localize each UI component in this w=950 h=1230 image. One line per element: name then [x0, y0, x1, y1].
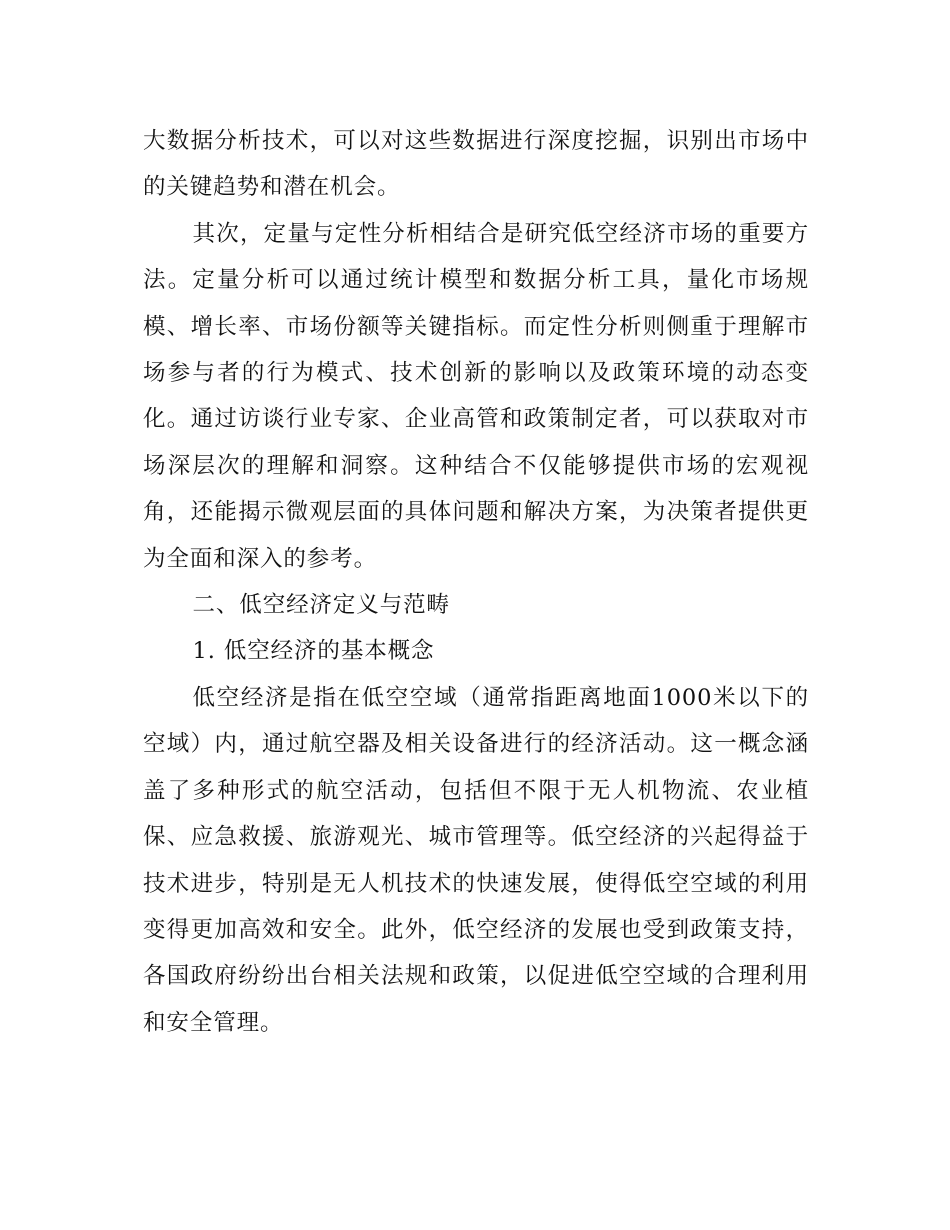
paragraph-quantitative-qualitative: 其次，定量与定性分析相结合是研究低空经济市场的重要方法。定量分析可以通过统计模型和数据分析工具，量化市场规模、增长率、市场份额等关键指标。而定性分析则侧重于理解市场参与者的行为模式、技术创新的影响以及政策环境的动态变化。通过访谈行业专家、企业高管和政策制定者，可以获取对市场深层次的理解和洞察。这种结合不仅能够提供市场的宏观视角，还能揭示微观层面的具体问题和解决方案，为决策者提供更为全面和深入的参考。: [143, 220, 809, 572]
paragraph-definition: 低空经济是指在低空空域（通常指距离地面1000米以下的空域）内，通过航空器及相关设备进行的经济活动。这一概念涵盖了多种形式的航空活动，包括但不限于无人机物流、农业植保、应急救援、旅游观光、城市管理等。低空经济的兴起得益于技术进步，特别是无人机技术的快速发展，使得低空空域的利用变得更加高效和安全。此外，低空经济的发展也受到政策支持，各国政府纷纷出台相关法规和政策，以促进低空空域的合理利用和安全管理。: [143, 684, 809, 1036]
section-heading: 二、低空经济定义与范畴: [192, 592, 450, 619]
paragraph-continuation: 大数据分析技术，可以对这些数据进行深度挖掘，识别出市场中的关键趋势和潜在机会。: [143, 128, 809, 201]
document-body: [143, 118, 809, 1046]
subsection-heading: 1. 低空经济的基本概念: [192, 638, 435, 665]
